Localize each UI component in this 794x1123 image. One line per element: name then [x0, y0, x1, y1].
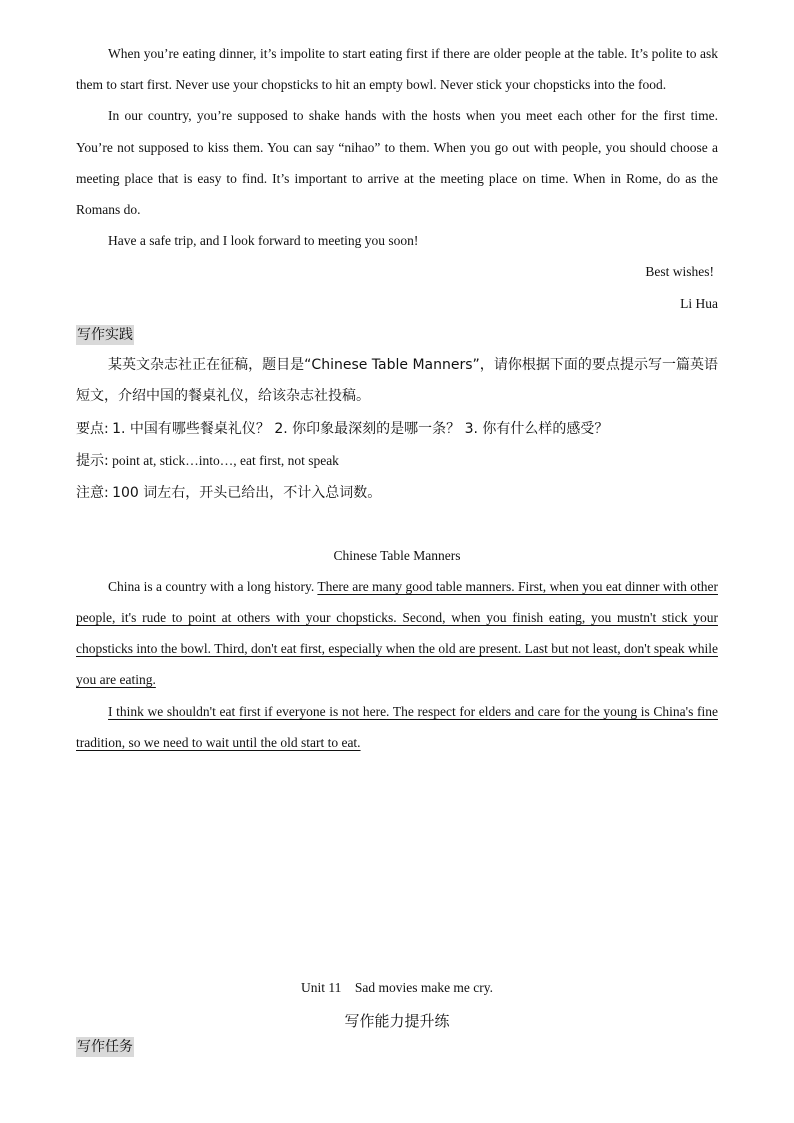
practice-prompt: 某英文杂志社正在征稿，题目是“Chinese Table Manners”，请你根据下面的要点提示写一篇英语短文，介绍中国的餐桌礼仪，给该杂志社投稿。 [76, 356, 718, 405]
note-text: 100 词左右，开头已给出，不计入总词数。 [112, 484, 382, 501]
unit-subtitle: 写作能力提升练 [344, 1012, 450, 1030]
essay-title: Chinese Table Manners [333, 547, 461, 563]
hints-label: 提示: [76, 452, 109, 469]
hints-text: point at, stick…into…, eat first, not speak [112, 452, 339, 468]
essay-answer-1: There are many good table manners. First, when you eat dinner with other people, it's rude to point at others with your chopsticks. Second, when you finish eating, you mustn't stick your chopsticks into the bowl. Third, don't eat first, especially when the old are present. Last but not least, don't speak while you are eating. [76, 578, 718, 688]
essay-paragraph-1 [76, 571, 718, 696]
practice-note [76, 477, 718, 509]
document-page [76, 38, 718, 758]
points-label: 要点: [76, 420, 109, 437]
essay-paragraph-2 [76, 696, 718, 758]
practice-points [76, 413, 718, 445]
note-label: 注意: [76, 484, 109, 501]
essay-given-start: China is a country with a long history. [108, 578, 315, 594]
essay-answer-2: I think we shouldn't eat first if everyone is not here. The respect for elders and care for the young is China's fine tradition, so we need to wait until the old start to eat. [76, 703, 718, 750]
unit-title: Unit 11 Sad movies make me cry. [300, 980, 494, 995]
points-text: 1. 中国有哪些餐桌礼仪？ 2. 你印象最深刻的是哪一条？ 3. 你有什么样的感受？ [112, 420, 609, 437]
letter-paragraph-3: Have a safe trip, and I look forward to meeting you soon! [108, 233, 419, 249]
section-heading-practice: 写作实践 [77, 326, 133, 343]
letter-paragraph-1: When you’re eating dinner, it’s impolite to start eating first if there are older people at the table. It’s polite to ask them to start first. Never use your chopsticks to hit an empty bowl. Never stick your chopsticks into the food. [76, 46, 718, 93]
letter-closing: Best wishes! [645, 264, 714, 280]
practice-hints [76, 445, 718, 477]
letter-signature: Li Hua [680, 295, 718, 311]
section-heading-task: 写作任务 [77, 1039, 133, 1055]
letter-paragraph-2: In our country, you’re supposed to shake hands with the hosts when you meet each other for the first time. You’re not supposed to kiss them. You can say “nihao” to them. When you go out with people, you should choose a meeting place that is easy to find. It’s important to arrive at the meeting place on time. When in Rome, do as the Romans do. [76, 108, 718, 218]
